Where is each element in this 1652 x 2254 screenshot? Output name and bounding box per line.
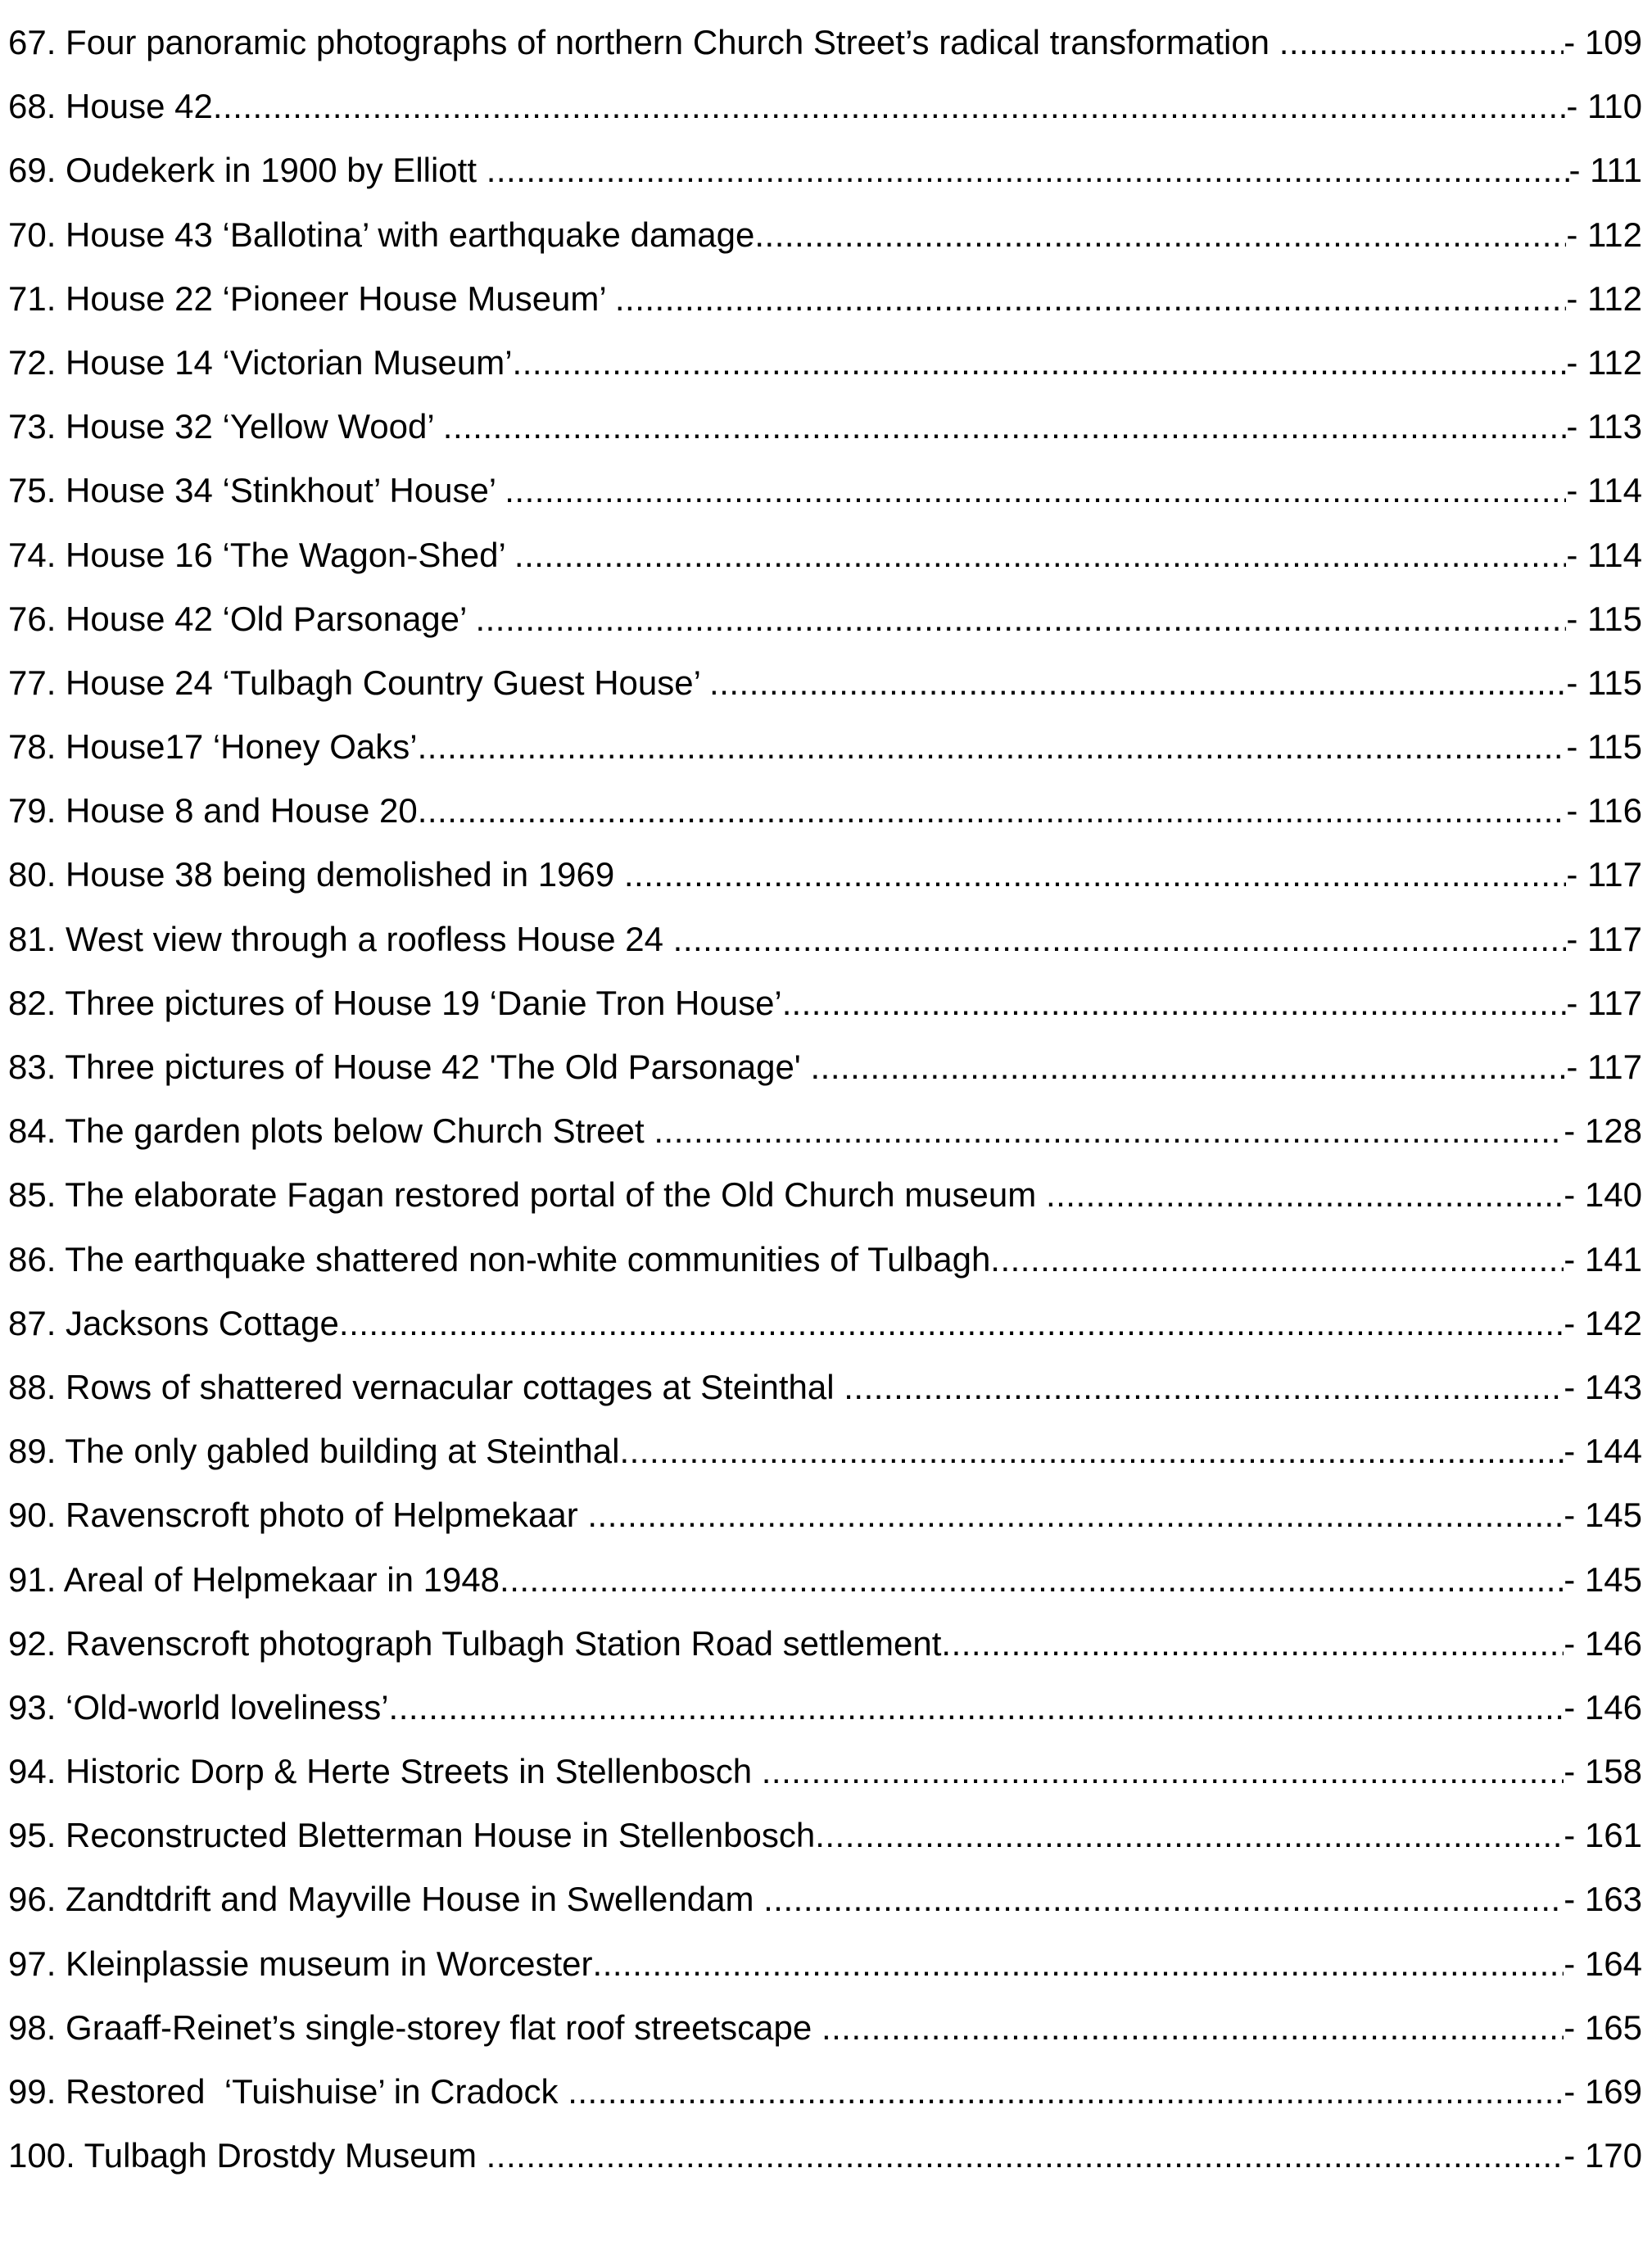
toc-entry-page-number: - 113 bbox=[1566, 407, 1642, 446]
toc-entry-page-number: - 144 bbox=[1564, 1432, 1642, 1471]
toc-entry-title: 94. Historic Dorp & Herte Streets in Stellenbosch bbox=[8, 1752, 762, 1791]
toc-entry-title: 83. Three pictures of House 42 'The Old Parsonage' bbox=[8, 1048, 811, 1086]
toc-entry-title: 90. Ravenscroft photo of Helpmekaar bbox=[8, 1496, 588, 1535]
toc-entry-title: 78. House17 ‘Honey Oaks’ bbox=[8, 727, 418, 767]
toc-entry-page-number: - 117 bbox=[1566, 983, 1642, 1022]
toc-entry-page-number: - 146 bbox=[1564, 1687, 1642, 1727]
toc-dot-leader bbox=[593, 1941, 1564, 1987]
toc-entry-title: 100. Tulbagh Drostdy Museum bbox=[8, 2136, 487, 2175]
toc-entry[interactable] bbox=[8, 1301, 1642, 1365]
toc-entry[interactable] bbox=[8, 468, 1642, 532]
toc-dot-leader bbox=[815, 1813, 1564, 1858]
toc-entry-page-number: - 114 bbox=[1566, 471, 1642, 510]
toc-entry[interactable] bbox=[8, 660, 1642, 724]
toc-entry-page-number: - 165 bbox=[1564, 2007, 1642, 2047]
toc-entry[interactable] bbox=[8, 20, 1642, 84]
toc-dot-leader bbox=[1046, 1172, 1564, 1218]
toc-entry-page-number: - 112 bbox=[1566, 215, 1642, 254]
toc-entry-page-number: - 146 bbox=[1564, 1623, 1642, 1663]
toc-entry-title: 81. West view through a roofless House 24 bbox=[8, 919, 673, 958]
toc-dot-leader bbox=[619, 1428, 1564, 1474]
toc-entry[interactable] bbox=[8, 1428, 1642, 1492]
toc-entry[interactable] bbox=[8, 212, 1642, 276]
toc-entry-page-number: - 111 bbox=[1568, 151, 1642, 190]
toc-dot-leader bbox=[791, 980, 1566, 1026]
toc-dot-leader bbox=[763, 1876, 1564, 1922]
toc-entry[interactable] bbox=[8, 1621, 1642, 1685]
toc-entry-page-number: - 110 bbox=[1566, 87, 1642, 126]
toc-entry-title: 69. Oudekerk in 1900 by Elliott bbox=[8, 151, 487, 190]
toc-entry-page-number: - 128 bbox=[1564, 1111, 1642, 1151]
toc-entry-page-number: - 169 bbox=[1564, 2072, 1642, 2111]
toc-entry[interactable] bbox=[8, 2069, 1642, 2133]
toc-entry[interactable] bbox=[8, 1492, 1642, 1556]
toc-dot-leader bbox=[762, 1749, 1564, 1795]
toc-dot-leader bbox=[941, 1621, 1564, 1667]
list-of-figures bbox=[8, 20, 1642, 2197]
toc-entry-title: 77. House 24 ‘Tulbagh Country Guest House’ bbox=[8, 663, 710, 702]
toc-dot-leader bbox=[709, 660, 1566, 706]
toc-entry-page-number: - 143 bbox=[1564, 1367, 1642, 1406]
toc-entry[interactable] bbox=[8, 84, 1642, 147]
toc-entry[interactable] bbox=[8, 788, 1642, 852]
toc-entry[interactable] bbox=[8, 724, 1642, 788]
toc-entry-title: 93. ‘Old-world loveliness’ bbox=[8, 1687, 389, 1727]
toc-entry-title: 68. House 42 bbox=[8, 87, 213, 126]
toc-dot-leader bbox=[513, 340, 1567, 386]
toc-entry-page-number: - 158 bbox=[1564, 1752, 1642, 1791]
toc-entry-page-number: - 115 bbox=[1566, 727, 1642, 767]
toc-dot-leader bbox=[811, 1044, 1567, 1090]
toc-entry-title: 88. Rows of shattered vernacular cottages at Steinthal bbox=[8, 1367, 844, 1406]
toc-entry-page-number: - 112 bbox=[1566, 278, 1642, 318]
toc-entry-page-number: - 145 bbox=[1564, 1496, 1642, 1535]
toc-entry[interactable] bbox=[8, 1365, 1642, 1428]
toc-dot-leader bbox=[487, 2133, 1564, 2179]
toc-entry[interactable] bbox=[8, 596, 1642, 660]
toc-entry-title: 73. House 32 ‘Yellow Wood’ bbox=[8, 407, 443, 446]
toc-entry-page-number: - 115 bbox=[1566, 599, 1642, 638]
toc-dot-leader bbox=[475, 596, 1566, 642]
toc-dot-leader bbox=[754, 212, 1566, 258]
toc-entry[interactable] bbox=[8, 1044, 1642, 1108]
toc-dot-leader bbox=[514, 532, 1566, 578]
toc-dot-leader bbox=[339, 1301, 1564, 1347]
toc-entry-page-number: - 112 bbox=[1566, 342, 1642, 382]
toc-entry-page-number: - 170 bbox=[1564, 2136, 1642, 2175]
toc-entry-title: 80. House 38 being demolished in 1969 bbox=[8, 855, 624, 894]
toc-entry-page-number: - 163 bbox=[1564, 1880, 1642, 1919]
toc-dot-leader bbox=[587, 1492, 1564, 1538]
toc-dot-leader bbox=[568, 2069, 1564, 2115]
toc-dot-leader bbox=[418, 788, 1567, 834]
toc-entry[interactable] bbox=[8, 1557, 1642, 1621]
toc-entry-title: 82. Three pictures of House 19 ‘Danie Tron House’. bbox=[8, 983, 792, 1022]
toc-entry[interactable] bbox=[8, 980, 1642, 1044]
toc-entry-page-number: - 117 bbox=[1566, 919, 1642, 958]
toc-entry-title: 95. Reconstructed Bletterman House in Stellenbosch bbox=[8, 1816, 816, 1855]
toc-entry[interactable] bbox=[8, 1685, 1642, 1749]
toc-dot-leader bbox=[844, 1365, 1564, 1410]
toc-entry-title: 92. Ravenscroft photograph Tulbagh Station Road settlement bbox=[8, 1623, 942, 1663]
toc-entry[interactable] bbox=[8, 340, 1642, 404]
toc-entry-title: 76. House 42 ‘Old Parsonage’ bbox=[8, 599, 476, 638]
toc-entry-title: 99. Restored ‘Tuishuise’ in Cradock bbox=[8, 2072, 568, 2111]
toc-entry[interactable] bbox=[8, 1108, 1642, 1172]
toc-dot-leader bbox=[624, 852, 1566, 898]
toc-dot-leader bbox=[1279, 20, 1564, 66]
toc-entry-title: 97. Kleinplassie museum in Worcester bbox=[8, 1944, 593, 1983]
toc-entry-title: 72. House 14 ‘Victorian Museum’ bbox=[8, 342, 513, 382]
toc-entry-page-number: - 142 bbox=[1564, 1303, 1642, 1342]
toc-dot-leader bbox=[418, 724, 1567, 770]
toc-entry[interactable] bbox=[8, 1172, 1642, 1236]
toc-entry-title: 98. Graaff-Reinet’s single-storey flat roof streetscape bbox=[8, 2007, 821, 2047]
toc-entry-page-number: - 164 bbox=[1564, 1944, 1642, 1983]
toc-entry[interactable] bbox=[8, 532, 1642, 596]
toc-entry-title: 89. The only gabled building at Steinthal bbox=[8, 1432, 620, 1471]
toc-entry-page-number: - 109 bbox=[1564, 23, 1642, 61]
toc-entry[interactable] bbox=[8, 1237, 1642, 1301]
toc-entry[interactable] bbox=[8, 1876, 1642, 1940]
toc-dot-leader bbox=[443, 404, 1567, 450]
toc-entry-title: 67. Four panoramic photographs of northern Church Street’s radical transformation bbox=[8, 23, 1279, 61]
toc-dot-leader bbox=[505, 468, 1566, 514]
toc-dot-leader bbox=[487, 147, 1569, 193]
toc-entry[interactable] bbox=[8, 917, 1642, 980]
toc-entry-title: 86. The earthquake shattered non-white communities of Tulbagh bbox=[8, 1239, 991, 1279]
toc-entry-page-number: - 114 bbox=[1566, 535, 1642, 574]
toc-entry-title: 96. Zandtdrift and Mayville House in Swellendam bbox=[8, 1880, 764, 1919]
toc-entry[interactable] bbox=[8, 852, 1642, 916]
toc-entry[interactable] bbox=[8, 1813, 1642, 1876]
toc-entry[interactable] bbox=[8, 1941, 1642, 2005]
toc-dot-leader bbox=[615, 276, 1567, 322]
toc-entry-title: 84. The garden plots below Church Street bbox=[8, 1111, 654, 1151]
toc-entry[interactable] bbox=[8, 2133, 1642, 2197]
toc-entry-page-number: - 141 bbox=[1564, 1239, 1642, 1279]
toc-entry-page-number: - 145 bbox=[1564, 1559, 1642, 1599]
toc-entry-page-number: - 140 bbox=[1564, 1175, 1642, 1215]
toc-entry[interactable] bbox=[8, 1749, 1642, 1813]
toc-entry[interactable] bbox=[8, 147, 1642, 211]
toc-entry-page-number: - 117 bbox=[1566, 855, 1642, 894]
toc-dot-leader bbox=[500, 1557, 1564, 1603]
toc-dot-leader bbox=[389, 1685, 1564, 1731]
toc-entry-page-number: - 115 bbox=[1566, 663, 1642, 702]
toc-dot-leader bbox=[654, 1108, 1564, 1154]
toc-entry-title: 74. House 16 ‘The Wagon-Shed’ bbox=[8, 535, 514, 574]
toc-dot-leader bbox=[673, 917, 1567, 962]
toc-entry-page-number: - 117 bbox=[1566, 1048, 1642, 1086]
toc-entry[interactable] bbox=[8, 2005, 1642, 2069]
toc-dot-leader bbox=[990, 1237, 1564, 1283]
toc-entry-title: 87. Jacksons Cottage bbox=[8, 1303, 339, 1342]
toc-dot-leader bbox=[821, 2005, 1564, 2051]
toc-entry[interactable] bbox=[8, 404, 1642, 468]
toc-entry-title: 91. Areal of Helpmekaar in 1948 bbox=[8, 1559, 500, 1599]
toc-entry-title: 85. The elaborate Fagan restored portal of the Old Church museum bbox=[8, 1175, 1046, 1215]
toc-entry-title: 71. House 22 ‘Pioneer House Museum’ bbox=[8, 278, 615, 318]
toc-dot-leader bbox=[213, 84, 1567, 129]
toc-entry-page-number: - 116 bbox=[1566, 791, 1642, 831]
toc-entry-title: 79. House 8 and House 20 bbox=[8, 791, 418, 831]
toc-entry-title: 75. House 34 ‘Stinkhout’ House’ bbox=[8, 471, 505, 510]
toc-entry-page-number: - 161 bbox=[1564, 1816, 1642, 1855]
toc-entry-title: 70. House 43 ‘Ballotina’ with earthquake damage bbox=[8, 215, 755, 254]
toc-entry[interactable] bbox=[8, 276, 1642, 340]
